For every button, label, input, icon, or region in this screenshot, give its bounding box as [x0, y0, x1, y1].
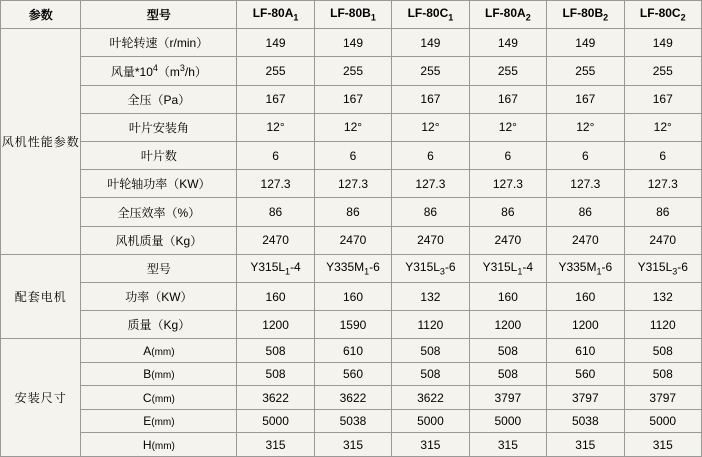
cell-value: 149	[392, 29, 469, 57]
cell-value: 86	[547, 198, 624, 226]
header-model-6: $LF-80C_2$	[624, 1, 701, 29]
table-row	[1, 339, 702, 363]
cell-value: 3797	[469, 386, 546, 410]
cell-value: $Y315L_3-6$	[624, 254, 701, 282]
cell-value: 2470	[392, 226, 469, 254]
cell-value: 610	[314, 339, 391, 363]
header-model-3: $LF-80C_1$	[392, 1, 469, 29]
cell-value: 149	[469, 29, 546, 57]
cell-value: 560	[547, 362, 624, 386]
table-row	[1, 362, 702, 386]
cell-value: 255	[237, 57, 314, 85]
cell-value: 508	[392, 362, 469, 386]
param-label: 型号	[81, 254, 237, 282]
cell-value: 167	[624, 85, 701, 113]
cell-value: 149	[624, 29, 701, 57]
header-model-4: $LF-80A_2$	[469, 1, 546, 29]
cell-value: 508	[624, 339, 701, 363]
cell-value: 3797	[547, 386, 624, 410]
cell-value: 508	[237, 339, 314, 363]
cell-value: 2470	[624, 226, 701, 254]
table-row	[1, 386, 702, 410]
header-param-label: 参数	[1, 1, 81, 29]
param-label: A(mm)	[81, 339, 237, 363]
cell-value: 508	[392, 339, 469, 363]
cell-value: 3622	[314, 386, 391, 410]
cell-value: 560	[314, 362, 391, 386]
table-row	[1, 409, 702, 433]
param-label: 风量$*10^4(m^3/h)$	[81, 57, 237, 85]
param-label: H(mm)	[81, 433, 237, 457]
cell-value: 6	[237, 142, 314, 170]
table-row	[1, 170, 702, 198]
cell-value: $Y315L_1-4$	[469, 254, 546, 282]
cell-value: 315	[547, 433, 624, 457]
cell-value: 255	[547, 57, 624, 85]
cell-value: 12°	[469, 113, 546, 141]
param-label: 功率（KW）	[81, 283, 237, 311]
cell-value: 12°	[314, 113, 391, 141]
table-row	[1, 433, 702, 457]
cell-value: 86	[392, 198, 469, 226]
cell-value: 149	[237, 29, 314, 57]
table-row	[1, 283, 702, 311]
cell-value: 167	[469, 85, 546, 113]
header-model-1: $LF-80A_1$	[237, 1, 314, 29]
cell-value: 6	[547, 142, 624, 170]
cell-value: 315	[469, 433, 546, 457]
cell-value: $Y335M_1-6$	[547, 254, 624, 282]
cell-value: 127.3	[624, 170, 701, 198]
param-label: 质量（Kg）	[81, 311, 237, 339]
cell-value: 160	[237, 283, 314, 311]
cell-value: 315	[624, 433, 701, 457]
cell-value: 127.3	[314, 170, 391, 198]
cell-value: $Y315L_3-6$	[392, 254, 469, 282]
cell-value: 2470	[547, 226, 624, 254]
table-row	[1, 226, 702, 254]
cell-value: 5000	[469, 409, 546, 433]
cell-value: 86	[237, 198, 314, 226]
cell-value: 3797	[624, 386, 701, 410]
cell-value: 255	[624, 57, 701, 85]
cell-value: 2470	[237, 226, 314, 254]
cell-value: 5038	[547, 409, 624, 433]
cell-value: 5000	[392, 409, 469, 433]
cell-value: 12°	[392, 113, 469, 141]
cell-value: 149	[547, 29, 624, 57]
cell-value: 2470	[469, 226, 546, 254]
cell-value: 160	[469, 283, 546, 311]
cell-value: 167	[237, 85, 314, 113]
cell-value: 255	[314, 57, 391, 85]
cell-value: 132	[392, 283, 469, 311]
cell-value: 508	[624, 362, 701, 386]
cell-value: 12°	[624, 113, 701, 141]
cell-value: 508	[469, 362, 546, 386]
cell-value: 127.3	[469, 170, 546, 198]
cell-value: 167	[547, 85, 624, 113]
cell-value: 127.3	[547, 170, 624, 198]
cell-value: 1120	[392, 311, 469, 339]
cell-value: 167	[314, 85, 391, 113]
cell-value: 127.3	[392, 170, 469, 198]
cell-value: 315	[392, 433, 469, 457]
cell-value: 1120	[624, 311, 701, 339]
cell-value: 5038	[314, 409, 391, 433]
param-label: 叶轮轴功率（KW）	[81, 170, 237, 198]
cell-value: 127.3	[237, 170, 314, 198]
cell-value: 1200	[469, 311, 546, 339]
cell-value: 3622	[237, 386, 314, 410]
cell-value: 1200	[547, 311, 624, 339]
cell-value: 167	[392, 85, 469, 113]
table-row	[1, 311, 702, 339]
cell-value: 1590	[314, 311, 391, 339]
cell-value: 6	[314, 142, 391, 170]
header-model-2: $LF-80B_1$	[314, 1, 391, 29]
cell-value: 315	[314, 433, 391, 457]
cell-value: 2470	[314, 226, 391, 254]
param-label: 叶片数	[81, 142, 237, 170]
table-header-row	[1, 1, 702, 29]
cell-value: 86	[314, 198, 391, 226]
cell-value: 255	[469, 57, 546, 85]
param-label: 叶轮转速（r/min）	[81, 29, 237, 57]
cell-value: 132	[624, 283, 701, 311]
param-label: 全压（Pa）	[81, 85, 237, 113]
header-model-label: 型号	[81, 1, 237, 29]
param-label: C(mm)	[81, 386, 237, 410]
cell-value: 610	[547, 339, 624, 363]
param-label: B(mm)	[81, 362, 237, 386]
cell-value: 160	[547, 283, 624, 311]
cell-value: 12°	[547, 113, 624, 141]
table-row	[1, 113, 702, 141]
param-label: E(mm)	[81, 409, 237, 433]
cell-value: 5000	[624, 409, 701, 433]
table-row	[1, 254, 702, 282]
table-row	[1, 29, 702, 57]
cell-value: 6	[392, 142, 469, 170]
cell-value: 508	[237, 362, 314, 386]
group-label-3: 安装尺寸	[1, 339, 81, 457]
cell-value: 12°	[237, 113, 314, 141]
cell-value: 5000	[237, 409, 314, 433]
param-label: 风机质量（Kg）	[81, 226, 237, 254]
table-row	[1, 198, 702, 226]
cell-value: 508	[469, 339, 546, 363]
cell-value: 160	[314, 283, 391, 311]
table-row	[1, 57, 702, 85]
header-model-5: $LF-80B_2$	[547, 1, 624, 29]
param-label: 叶片安装角	[81, 113, 237, 141]
table-row	[1, 85, 702, 113]
cell-value: $Y335M_1-6$	[314, 254, 391, 282]
cell-value: 149	[314, 29, 391, 57]
param-label: 全压效率（%）	[81, 198, 237, 226]
cell-value: 255	[392, 57, 469, 85]
table-row	[1, 142, 702, 170]
cell-value: 3622	[392, 386, 469, 410]
cell-value: 86	[469, 198, 546, 226]
group-label-2: 配套电机	[1, 254, 81, 339]
cell-value: 315	[237, 433, 314, 457]
cell-value: $Y315L_1-4$	[237, 254, 314, 282]
cell-value: 6	[469, 142, 546, 170]
cell-value: 86	[624, 198, 701, 226]
cell-value: 1200	[237, 311, 314, 339]
cell-value: 6	[624, 142, 701, 170]
group-label-1: 风机性能参数	[1, 29, 81, 255]
